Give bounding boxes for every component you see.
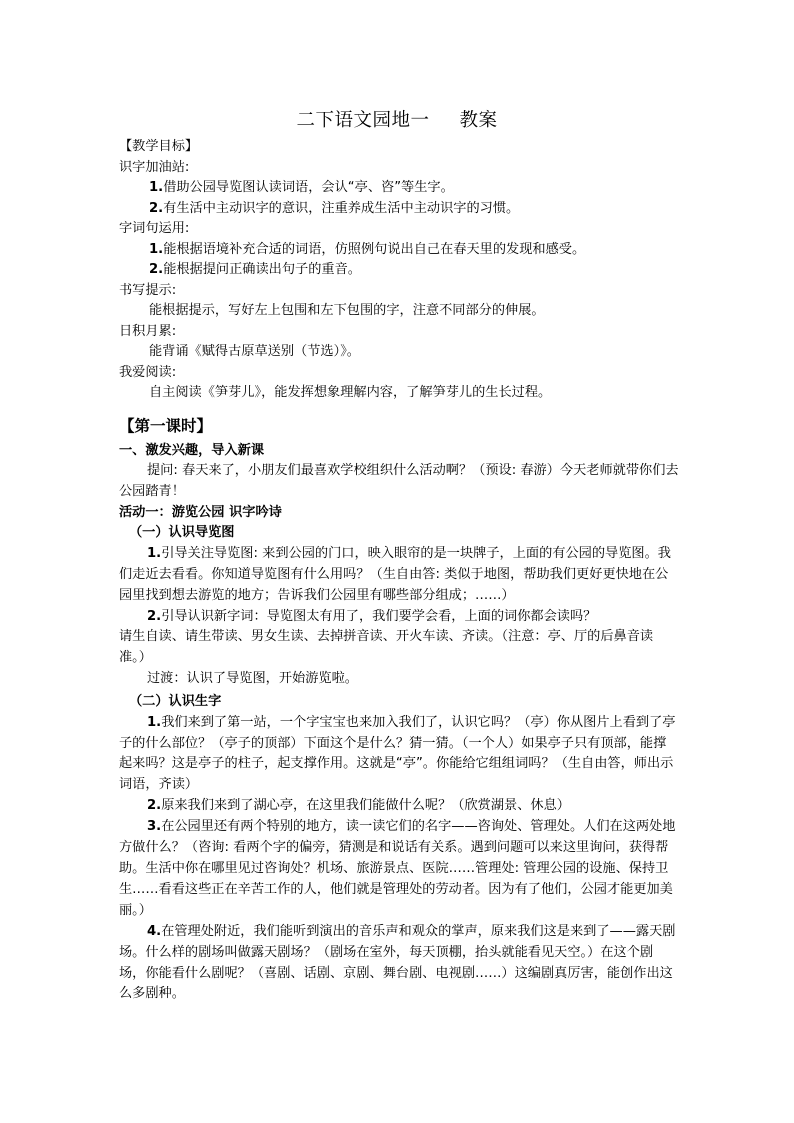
lesson-heading: 【第一课时】 (119, 416, 213, 435)
title-suffix: 教案 (459, 110, 498, 131)
goal-label-literacy: 识字加油站: (119, 159, 190, 175)
paragraph: 1.我们来到了第一站，一个字宝宝也来加入我们了，认识它吗？（亭）你从图片上看到了亭子的什么部位？（亭子的顶部）下面这个是什么？猜一猜。（一个人）如果亭子只有顶部，能撑起来吗？这是亭子的柱子，起支撑作用。这就是“亭”。你能给它组组词吗？（生自由答，师出示词语，齐读） (119, 714, 676, 793)
goals-heading: 【教学目标】 (119, 139, 199, 154)
goal-item: 2.能根据提问正确读出句子的重音。 (149, 262, 361, 277)
page-title (0, 106, 794, 132)
goal-item: 能背诵《赋得古原草送别（节选）》。 (149, 344, 360, 359)
goal-item: 1.能根据语境补充合适的词语，仿照例句说出自己在春天里的发现和感受。 (149, 241, 586, 257)
goal-label-words: 字词句运用: (119, 221, 190, 236)
paragraph: 2.引导认识新字词：导览图太有用了，我们要学会看，上面的词你都会读吗？ (147, 608, 597, 624)
goal-item: 2.有生活中主动识字的意识，注重养成生活中主动识字的习惯。 (149, 200, 520, 216)
intro-paragraph: 提问: 春天来了，小朋友们最喜欢学校组织什么活动啊？（预设: 春游）今天老师就带你们去公园踏青！ (119, 463, 679, 499)
goal-item: 能根据提示，写好左上包围和左下包围的字，注意不同部分的伸展。 (149, 303, 545, 318)
paragraph: 2.原来我们来到了湖心亭，在这里我们能做什么呢？（欣赏湖景、休息） (147, 798, 570, 814)
activity-heading: 活动一：游览公园 识字吟诗 (119, 504, 282, 520)
goal-label-writing: 书写提示: (119, 282, 177, 298)
goal-label-reading: 我爱阅读: (119, 364, 177, 380)
title-main: 二下语文园地一 (296, 110, 430, 131)
document-body (119, 137, 679, 1005)
goal-label-daily: 日积月累: (119, 323, 177, 339)
section-heading: 一、激发兴趣，导入新课 (119, 442, 265, 458)
paragraph: 3.在公园里还有两个特别的地方，读一读它们的名字——咨询处、管理处。人们在这两处地方做什么？（咨询: 看两个字的偏旁，猜测是和说话有关系。遇到问题可以来这里询问，获得帮助。生活中你在哪里见过咨询处？机场、旅游景点、医院……管理处: 管理公园的设施、保持卫生……看看这些正在辛苦工作的人，他们就是管理处的劳动者。因为有了他们，公园才能更加美丽。） (119, 819, 676, 918)
transition-line: 过渡：认识了导览图，开始游览啦。 (147, 671, 358, 687)
paragraph: 4.在管理处附近，我们能听到演出的音乐声和观众的掌声，原来我们这是来到了——露天剧场。什么样的剧场叫做露天剧场？（剧场在室外，每天顶棚，抬头就能看见天空。）在这个剧场，你能看什么剧呢？（喜剧、话剧、京剧、舞台剧、电视剧……）这编剧真厉害，能创作出这么多剧种。 (119, 923, 676, 1002)
goal-item: 1.借助公园导览图认读词语，会认“亭、咨”等生字。 (149, 180, 454, 195)
subsection-heading: （二）认识生字 (129, 694, 222, 710)
paragraph: 请生自读、请生带读、男女生读、去掉拼音读、开火车读、齐读。（注意：亭、厅的后鼻音读准。） (119, 629, 654, 666)
paragraph: 1.引导关注导览图: 来到公园的门口，映入眼帘的是一块牌子，上面的有公园的导览图。我们走近去看看。你知道导览图有什么用吗？（生自由答: 类似于地图，帮助我们更好更快地在公园里找到想去游览的地方；告诉我们公园里有哪些部分组成；……） (119, 545, 671, 603)
goal-item: 自主阅读《笋芽儿》，能发挥想象理解内容，了解笋芽儿的生长过程。 (149, 385, 552, 400)
subsection-heading: （一）认识导览图 (129, 525, 235, 541)
